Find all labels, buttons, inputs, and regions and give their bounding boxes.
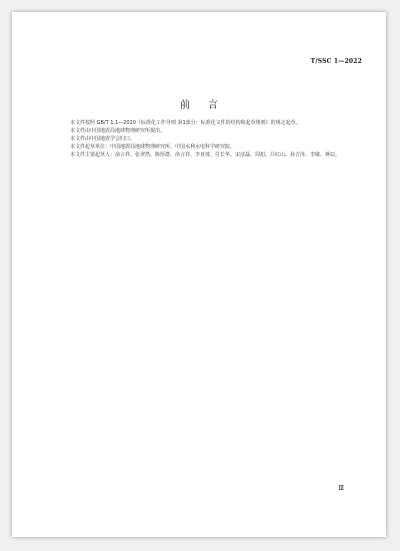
foreword-body <box>60 119 356 159</box>
paragraph-proposer: 本文件由中国地震局地球物理研究所提出。 <box>70 128 166 134</box>
paragraph-drafters: 本文件主要起草人：俞言祥、张翠然、陈厚群、俞言祥、李亚琦、付长华、宋彦磊、周旭、吕红山、孙吉泽、李敏、蒋辰。 <box>70 152 341 158</box>
document-page <box>12 12 386 537</box>
paragraph-drafting-units: 本文件起草单位：中国地震局地球物理研究所、中国水利水电科学研究院。 <box>70 144 236 150</box>
paragraph-drafting-rules: 本文件按照 GB/T 1.1—2020《标准化工作导则 第1部分：标准化文件的结构和起草规则》的规定起草。 <box>70 120 301 126</box>
page-title: 前言 <box>180 100 236 111</box>
standard-code: T/SSC 1—2022 <box>310 58 362 65</box>
page-number: Ⅲ <box>338 485 344 492</box>
paragraph-administrator: 本文件由中国地震学会归口。 <box>70 136 136 142</box>
